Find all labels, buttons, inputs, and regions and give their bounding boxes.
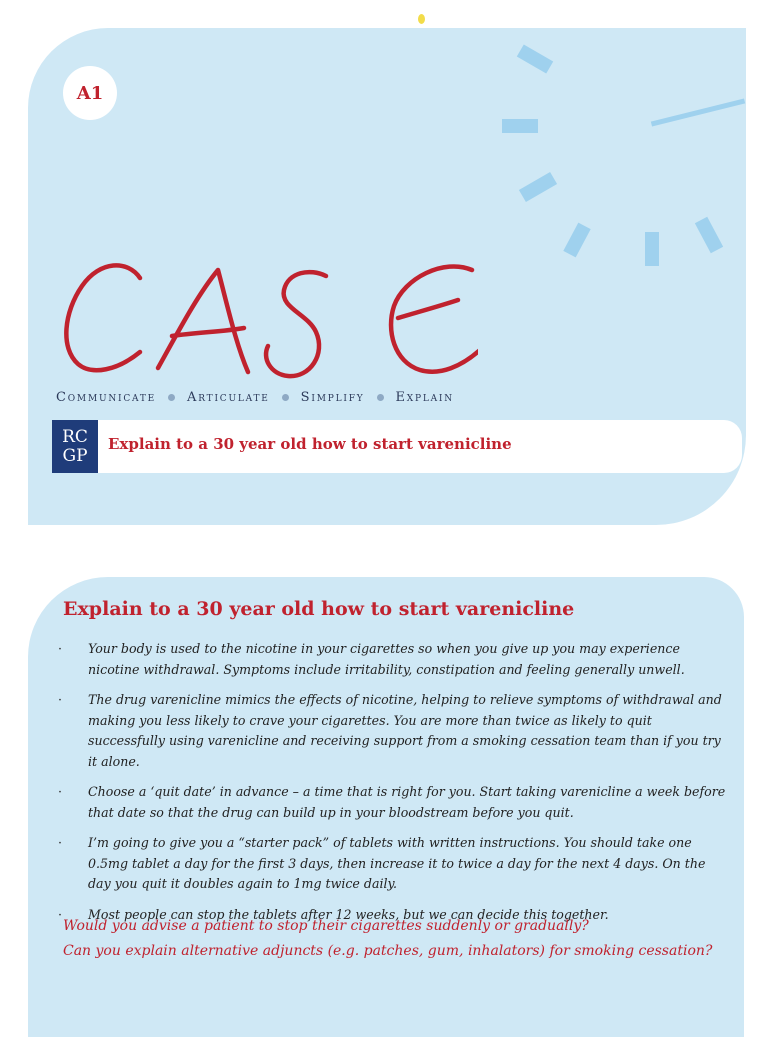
sun-ray-dash [502,119,538,133]
list-item-text: Your body is used to the nicotine in your cigarettes so when you give up you may experience nicotine withdrawal. Symptoms include irritability, constipation and feeling generally unwell. [88,641,685,677]
list-item-text: The drug varenicline mimics the effects of nicotine, helping to relieve symptoms of withdrawal and making you less likely to crave your cigarettes. You are more than twice as likely to quit successfully using varenicline and receiving support from a smoking cessation team than if you try it alone. [88,692,722,769]
tagline-bullet [282,394,289,401]
list-item-text: Most people can stop the tablets after 12 weeks, but we can decide this together. [88,906,609,922]
explanation-list [58,639,730,935]
tagline-explain: Explain [395,390,454,405]
sun-ray-dash [695,217,723,254]
title-bar [52,420,742,473]
tagline-bullet [377,394,384,401]
list-item: · Choose a ‘quit date’ in advance – a time that is right for you. Start taking varenicline a week before that date so that the drug can build up in your bloodstream before you quit. [58,784,726,820]
sun-ray-dash [519,172,557,202]
tagline-communicate: Communicate [56,390,157,405]
tagline-bullet [168,394,175,401]
card-number: A1 [76,82,104,104]
tagline-simplify: Simplify [300,390,365,405]
case-card-front [28,28,746,525]
yellow-dot [418,14,425,24]
card-number-badge [63,66,117,120]
sun-ray-dash [651,98,745,126]
list-item: · The drug varenicline mimics the effects of nicotine, helping to relieve symptoms of withdrawal and making you less likely to crave your cigarettes. You are more than twice as likely to quit successfully using varenicline and receiving support from a smoking cessation team than if you try it alone. [58,692,722,769]
card-back-title: Explain to a 30 year old how to start varenicline [63,598,575,620]
rcgp-logo-line1: RC [62,426,88,447]
case-logo [48,248,478,388]
tagline-articulate: Articulate [187,390,270,405]
sun-ray-dash [563,223,590,258]
discussion-question: Can you explain alternative adjuncts (e.g. patches, gum, inhalators) for smoking cessation? [63,943,713,959]
card-front-title: Explain to a 30 year old how to start varenicline [108,435,512,453]
sun-ray-dash [517,44,553,73]
case-card-back [28,577,744,1037]
list-item: · Your body is used to the nicotine in your cigarettes so when you give up you may experience nicotine withdrawal. Symptoms include irritability, constipation and feeling generally unwell. [58,641,685,677]
sun-ray-dash [645,232,659,266]
rcgp-logo-line2: GP [62,445,88,466]
list-item-text: Choose a ‘quit date’ in advance – a time that is right for you. Start taking varenicline a week before that date so that the drug can build up in your bloodstream before you quit. [88,784,726,820]
list-item-text: I’m going to give you a “starter pack” of tablets with written instructions. You should take one 0.5mg tablet a day for the first 3 days, then increase it to twice a day for the next 4 days. On the day you quit it doubles again to 1mg twice daily. [88,835,706,891]
discussion-question: Would you advise a patient to stop their cigarettes suddenly or gradually? [63,918,589,934]
rcgp-logo [52,420,98,473]
list-item: · Most people can stop the tablets after 12 weeks, but we can decide this together. [58,906,609,922]
case-tagline [56,390,454,405]
list-item: · I’m going to give you a “starter pack” of tablets with written instructions. You should take one 0.5mg tablet a day for the first 3 days, then increase it to twice a day for the next 4 days. On the day you quit it doubles again to 1mg twice daily. [58,835,706,891]
